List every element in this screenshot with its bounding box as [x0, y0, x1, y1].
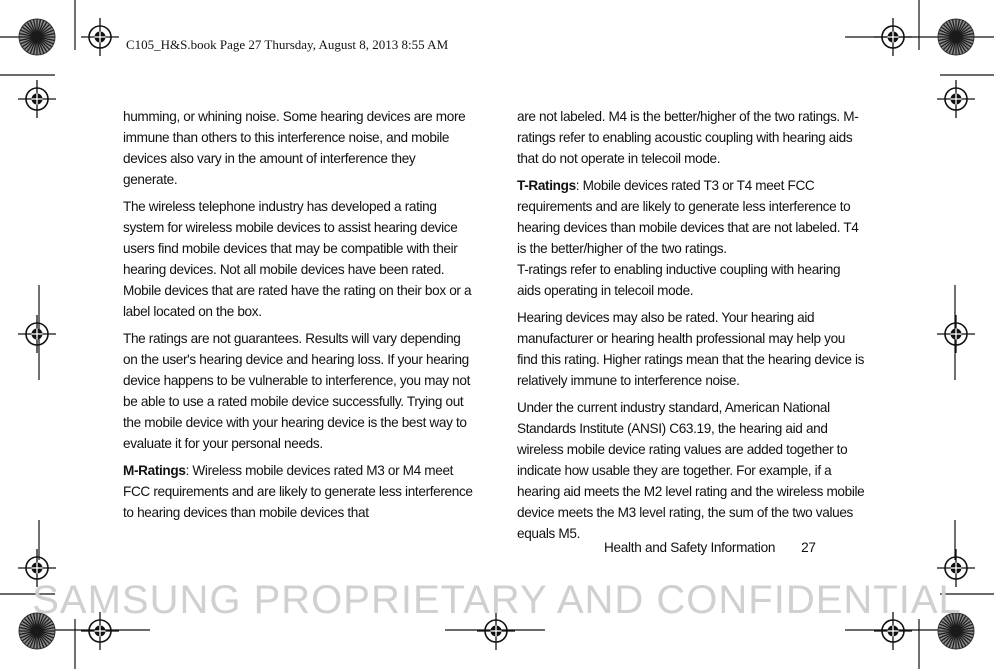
paragraph-interference-noise: humming, or whining noise. Some hearing devices are more immune than others to this interference noise, and mobile devices also vary in the amount of interference they generate. [123, 109, 466, 187]
footer-section-title: Health and Safety Information [604, 540, 776, 555]
m-ratings-term: M-Ratings [123, 463, 186, 478]
m-ratings-text: : Wireless mobile devices rated M3 or M4 meet FCC requirements and are likely to generate less interference to hearing devices than mobile devices that [123, 463, 473, 520]
paragraph-ratings-not-guarantees: The ratings are not guarantees. Results will vary depending on the user's hearing device and hearing loss. If your hearing device happens to be vulnerable to interference, you may not be able to use a rated mobile device successfully. Trying out the mobile device with your hearing device is the best way to evaluate it for your personal needs. [123, 331, 471, 451]
paragraph-rating-system: The wireless telephone industry has developed a rating system for wireless mobile devices to assist hearing device users find mobile devices that may be compatible with their hearing devices. Not all mobile devices have been rated. Mobile devices that are rated have the rating on their box or a label located on the box. [123, 199, 472, 319]
t-ratings-coupling-text: T-ratings refer to enabling inductive coupling with hearing aids operating in telecoil mode. [517, 262, 841, 298]
page-footer [604, 540, 816, 555]
paragraph-hearing-devices-rated: Hearing devices may also be rated. Your hearing aid manufacturer or hearing health professional may help you find this rating. Higher ratings mean that the hearing device is relatively immune to interference noise. [517, 310, 865, 388]
paragraph-ansi-standard: Under the current industry standard, American National Standards Institute (ANSI) C63.19, the hearing aid and wireless mobile device rating values are added together to indicate how usable they are together. For example, if a hearing aid meets the M2 level rating and the wireless mobile device meets the M3 level rating, the sum of the two values equals M5. [517, 400, 865, 541]
confidential-watermark: SAMSUNG PROPRIETARY AND CONFIDENTIAL [32, 578, 962, 622]
paragraph-m-ratings [123, 460, 473, 523]
t-ratings-term: T-Ratings [517, 178, 576, 193]
right-text-column [517, 106, 867, 550]
book-page-header: C105_H&S.book Page 27 Thursday, August 8, 2013 8:55 AM [126, 37, 449, 52]
paragraph-t-ratings [517, 175, 867, 301]
paragraph-m-ratings-continued: are not labeled. M4 is the better/higher of the two ratings. M-ratings refer to enabling acoustic coupling with hearing aids that do not operate in telecoil mode. [517, 109, 859, 166]
left-text-column [123, 106, 473, 529]
t-ratings-text: : Mobile devices rated T3 or T4 meet FCC requirements and are likely to generate less interference to hearing devices than mobile devices that are not labeled. T4 is the better/higher of the two ratings. [517, 178, 859, 256]
page-number: 27 [801, 540, 816, 555]
